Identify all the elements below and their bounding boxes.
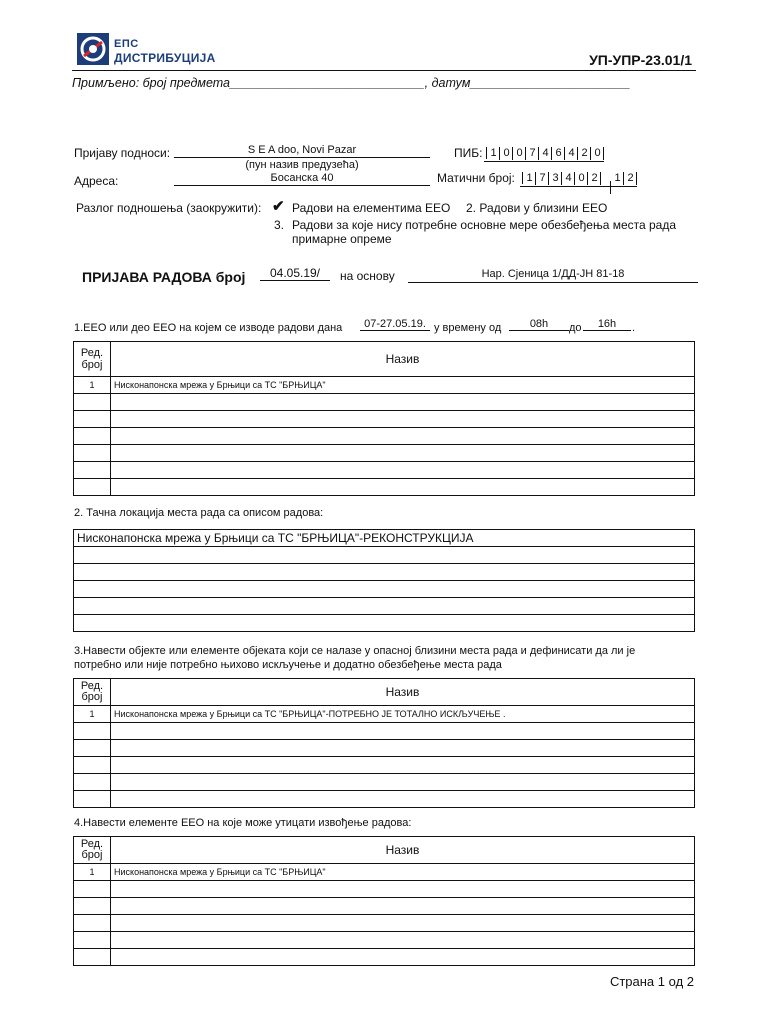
reason-option-3[interactable]: Радови за које нису потребне основне мере обезбеђења места рада <box>292 218 677 232</box>
pib-field[interactable] <box>484 143 604 162</box>
table-row[interactable] <box>74 564 695 581</box>
row-name[interactable] <box>111 428 695 445</box>
table-row[interactable] <box>74 445 695 462</box>
check-mark-icon[interactable]: ✔ <box>272 198 285 215</box>
table-row[interactable] <box>74 774 695 791</box>
row-name[interactable] <box>111 774 695 791</box>
table-row[interactable] <box>74 530 695 547</box>
row-number: 1 <box>74 864 111 881</box>
row-number: 1 <box>74 706 111 723</box>
row-name[interactable]: Нисконапонска мрежа у Брњици са ТС "БРЊИЦА"-ПОТРЕБНО ЈЕ ТОТАЛНО ИСКЉУЧЕЊЕ . <box>111 706 695 723</box>
to-label: до <box>569 322 582 334</box>
row-number <box>74 757 111 774</box>
row-number <box>74 774 111 791</box>
row-number <box>74 411 111 428</box>
mb-digit: 4 <box>562 172 575 184</box>
table-row[interactable] <box>74 462 695 479</box>
row-number <box>74 881 111 898</box>
row-name[interactable] <box>111 462 695 479</box>
work-number-field[interactable]: 04.05.19/ <box>260 266 330 281</box>
row-number <box>74 740 111 757</box>
table-row[interactable] <box>74 479 695 496</box>
basis-label: на основу <box>340 269 395 283</box>
table-row[interactable] <box>74 706 695 723</box>
col-number-header: Ред. број <box>74 342 111 377</box>
table-row[interactable] <box>74 864 695 881</box>
mb-digit: 1 <box>522 172 536 184</box>
row-name[interactable] <box>111 915 695 932</box>
pib-digit: 2 <box>578 147 591 159</box>
mb-field[interactable] <box>520 168 637 187</box>
pib-digit: 0 <box>591 147 604 159</box>
row-name[interactable]: Нисконапонска мрежа у Брњици са ТС "БРЊИЦА" <box>111 377 695 394</box>
table-row[interactable] <box>74 428 695 445</box>
section-1-table <box>73 341 695 496</box>
row-number <box>74 394 111 411</box>
row-name[interactable] <box>111 740 695 757</box>
table-row[interactable] <box>74 757 695 774</box>
col-name-header: Назив <box>111 837 695 864</box>
address-label: Адреса: <box>74 174 119 188</box>
pib-digit: 7 <box>526 147 539 159</box>
table-row[interactable] <box>74 723 695 740</box>
location-line[interactable] <box>74 564 695 581</box>
pib-digit: 0 <box>513 147 526 159</box>
col-name-header: Назив <box>111 679 695 706</box>
submitter-hint: (пун назив предузећа) <box>245 159 359 171</box>
mb-digit: 3 <box>549 172 562 184</box>
col-name-header: Назив <box>111 342 695 377</box>
logo-text-bottom: ДИСТРИБУЦИЈА <box>114 51 216 65</box>
pib-digit: 4 <box>539 147 552 159</box>
row-number <box>74 791 111 808</box>
received-number-field[interactable]: ____________________________ <box>229 76 425 90</box>
row-number <box>74 462 111 479</box>
submitter-label: Пријаву подноси: <box>74 146 171 160</box>
table-row[interactable] <box>74 949 695 966</box>
pib-digit: 6 <box>552 147 565 159</box>
location-line[interactable] <box>74 581 695 598</box>
time-label: у времену од <box>434 322 502 334</box>
table-row[interactable] <box>74 411 695 428</box>
row-number: 1 <box>74 377 111 394</box>
table-row[interactable] <box>74 547 695 564</box>
row-number <box>74 479 111 496</box>
section-1-text: 1.ЕЕО или део ЕЕО на којем се изводе радови дана <box>74 322 343 334</box>
reason-option-3-number[interactable]: 3. <box>274 218 285 232</box>
work-dates-field[interactable]: 07-27.05.19. <box>360 318 430 331</box>
received-row <box>72 76 630 90</box>
reason-label: Разлог подношења (заокружити): <box>76 201 262 215</box>
location-line[interactable] <box>74 598 695 615</box>
row-number <box>74 898 111 915</box>
row-name[interactable] <box>111 479 695 496</box>
location-line[interactable] <box>74 615 695 632</box>
eps-logo-icon <box>76 32 110 66</box>
section-3-text-cont: потребно или није потребно њихово искључење и додатно обезбеђење места рада <box>74 659 502 671</box>
basis-field[interactable]: Нар. Сјеница 1/ДД-JH 81-18 <box>408 268 698 283</box>
row-name[interactable] <box>111 723 695 740</box>
section-3-text: 3.Навести објекте или елементе објеката који се налазе у опасној близини места рада и дефинисати да ли је <box>74 645 636 657</box>
table-row[interactable] <box>74 791 695 808</box>
section-4-table <box>73 836 695 966</box>
address-field[interactable]: Босанска 40 <box>174 172 430 186</box>
section-3-table <box>73 678 695 808</box>
row-number <box>74 445 111 462</box>
mb-digit: 1 <box>611 172 624 184</box>
table-row[interactable] <box>74 581 695 598</box>
logo-text-top: ЕПС <box>114 38 139 50</box>
reason-option-1[interactable]: Радови на елементима ЕЕО <box>292 201 451 215</box>
row-number <box>74 915 111 932</box>
row-number <box>74 723 111 740</box>
row-name[interactable] <box>111 445 695 462</box>
section-4-text: 4.Навести елементе ЕЕО на које може утицати извођење радова: <box>74 817 412 829</box>
table-row[interactable] <box>74 615 695 632</box>
row-name[interactable] <box>111 411 695 428</box>
pib-label: ПИБ: <box>454 146 483 160</box>
date-label: , датум <box>424 76 471 90</box>
received-date-field[interactable]: _______________________ <box>470 76 631 90</box>
location-line[interactable] <box>74 547 695 564</box>
row-name[interactable] <box>111 949 695 966</box>
row-number <box>74 949 111 966</box>
pib-digit: 4 <box>565 147 578 159</box>
row-number <box>74 428 111 445</box>
row-number <box>74 932 111 949</box>
page-number: Страна 1 од 2 <box>609 974 694 989</box>
time-to-field[interactable]: 16h <box>583 318 631 331</box>
mb-label: Матични број: <box>437 171 515 185</box>
work-title: ПРИЈАВА РАДОВА број <box>82 269 246 285</box>
table-row[interactable] <box>74 932 695 949</box>
table-row[interactable] <box>74 881 695 898</box>
row-name[interactable] <box>111 898 695 915</box>
mb-digit: 0 <box>575 172 588 184</box>
received-label: Примљено: број предмета <box>72 76 230 90</box>
document-code: УП-УПР-23.01/1 <box>589 52 692 68</box>
table-row[interactable] <box>74 740 695 757</box>
row-name[interactable] <box>111 394 695 411</box>
reason-option-3-cont: примарне опреме <box>292 232 392 246</box>
table-row[interactable] <box>74 377 695 394</box>
period: . <box>632 322 636 334</box>
row-name[interactable]: Нисконапонска мрежа у Брњици са ТС "БРЊИЦА" <box>111 864 695 881</box>
location-line[interactable]: Нисконапонска мрежа у Брњици са ТС "БРЊИЦА"-РЕКОНСТРУКЦИЈА <box>74 530 695 547</box>
mb-digit: 2 <box>588 172 601 184</box>
col-number-header: Ред. број <box>74 837 111 864</box>
table-row[interactable] <box>74 394 695 411</box>
col-number-header: Ред. број <box>74 679 111 706</box>
pib-digit: 0 <box>500 147 513 159</box>
header-divider <box>72 70 696 71</box>
row-name[interactable] <box>111 881 695 898</box>
table-row[interactable] <box>74 598 695 615</box>
row-name[interactable] <box>111 757 695 774</box>
section-2-table <box>73 529 695 632</box>
reason-option-2[interactable]: 2. Радови у близини ЕЕО <box>466 201 608 215</box>
time-from-field[interactable]: 08h <box>509 318 569 331</box>
table-row[interactable] <box>74 898 695 915</box>
mb-digit: 2 <box>624 172 637 184</box>
section-2-text: 2. Тачна локација места рада са описом радова: <box>74 507 324 519</box>
row-name[interactable] <box>111 932 695 949</box>
mb-digit: 7 <box>536 172 549 184</box>
pib-digit: 1 <box>486 147 500 159</box>
row-name[interactable] <box>111 791 695 808</box>
submitter-field[interactable]: S E A doo, Novi Pazar <box>174 144 430 158</box>
table-row[interactable] <box>74 915 695 932</box>
